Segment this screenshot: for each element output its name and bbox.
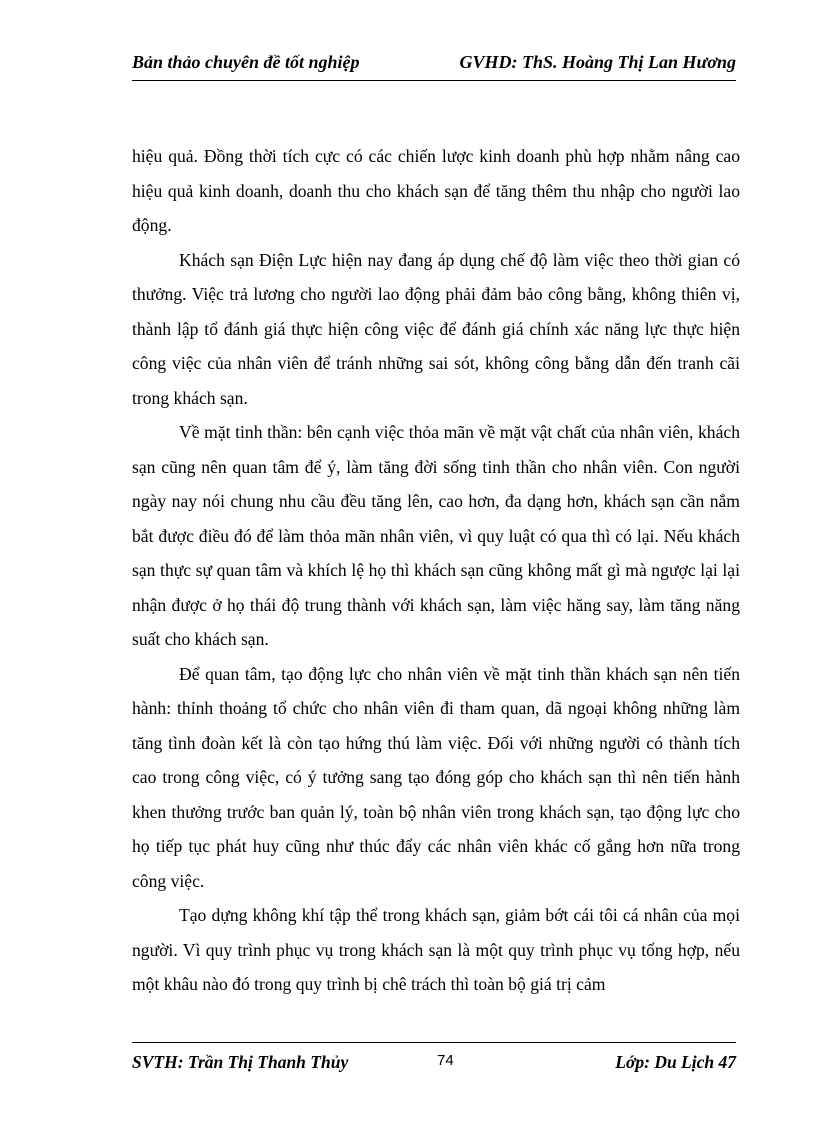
header-advisor: GVHD: ThS. Hoàng Thị Lan Hương <box>459 52 736 72</box>
page-header <box>132 50 736 81</box>
paragraph: hiệu quả. Đồng thời tích cực có các chiến lược kinh doanh phù hợp nhằm nâng cao hiệu quả kinh doanh, doanh thu cho khách sạn để tăng thêm thu nhập cho người lao động. <box>132 146 740 235</box>
paragraph: Về mặt tinh thần: bên cạnh việc thỏa mãn về mặt vật chất của nhân viên, khách sạn cũng nên quan tâm để ý, làm tăng đời sống tinh thần cho nhân viên. Con người ngày nay nói chung nhu cầu đều tăng lên, cao hơn, đa dạng hơn, khách sạn cần nắm bắt được điều đó để làm thỏa mãn nhân viên, vì quy luật có qua thì có lại. Nếu khách sạn thực sự quan tâm và khích lệ họ thì khách sạn cũng không mất gì mà ngược lại lại nhận được ở họ thái độ trung thành với khách sạn, làm việc hăng say, làm tăng năng suất cho khách sạn. <box>132 422 740 649</box>
header-thesis-title: Bản thảo chuyên đề tốt nghiệp <box>132 52 360 72</box>
document-body <box>132 139 740 1002</box>
page-footer <box>132 1042 736 1077</box>
footer-class: Lớp: Du Lịch 47 <box>615 1052 736 1072</box>
footer-student: SVTH: Trần Thị Thanh Thủy <box>132 1052 349 1072</box>
page-number: 74 <box>437 1052 454 1069</box>
paragraph: Để quan tâm, tạo động lực cho nhân viên về mặt tinh thần khách sạn nên tiến hành: thỉnh thoảng tổ chức cho nhân viên đi tham quan, dã ngoại không những làm tăng tình đoàn kết là còn tạo hứng thú làm việc. Đối với những người có thành tích cao trong công việc, có ý tưởng sang tạo đóng góp cho khách sạn thì nên tiến hành khen thưởng trước ban quản lý, toàn bộ nhân viên trong khách sạn, tạo động lực cho họ tiếp tục phát huy cũng như thúc đẩy các nhân viên khác cố gắng hơn nữa trong công việc. <box>132 663 740 891</box>
paragraph: Khách sạn Điện Lực hiện nay đang áp dụng chế độ làm việc theo thời gian có thưởng. Việc trả lương cho người lao động phải đảm bảo công bằng, không thiên vị, thành lập tổ đánh giá thực hiện công việc để đánh giá chính xác năng lực thực hiện công việc của nhân viên để tránh những sai sót, không công bằng dẫn đến tranh cãi trong khách sạn. <box>132 249 740 408</box>
paragraph: Tạo dựng không khí tập thể trong khách sạn, giảm bớt cái tôi cá nhân của mọi người. Vì quy trình phục vụ trong khách sạn là một quy trình phục vụ tổng hợp, nếu một khâu nào đó trong quy trình bị chê trách thì toàn bộ giá trị cảm <box>132 905 740 994</box>
